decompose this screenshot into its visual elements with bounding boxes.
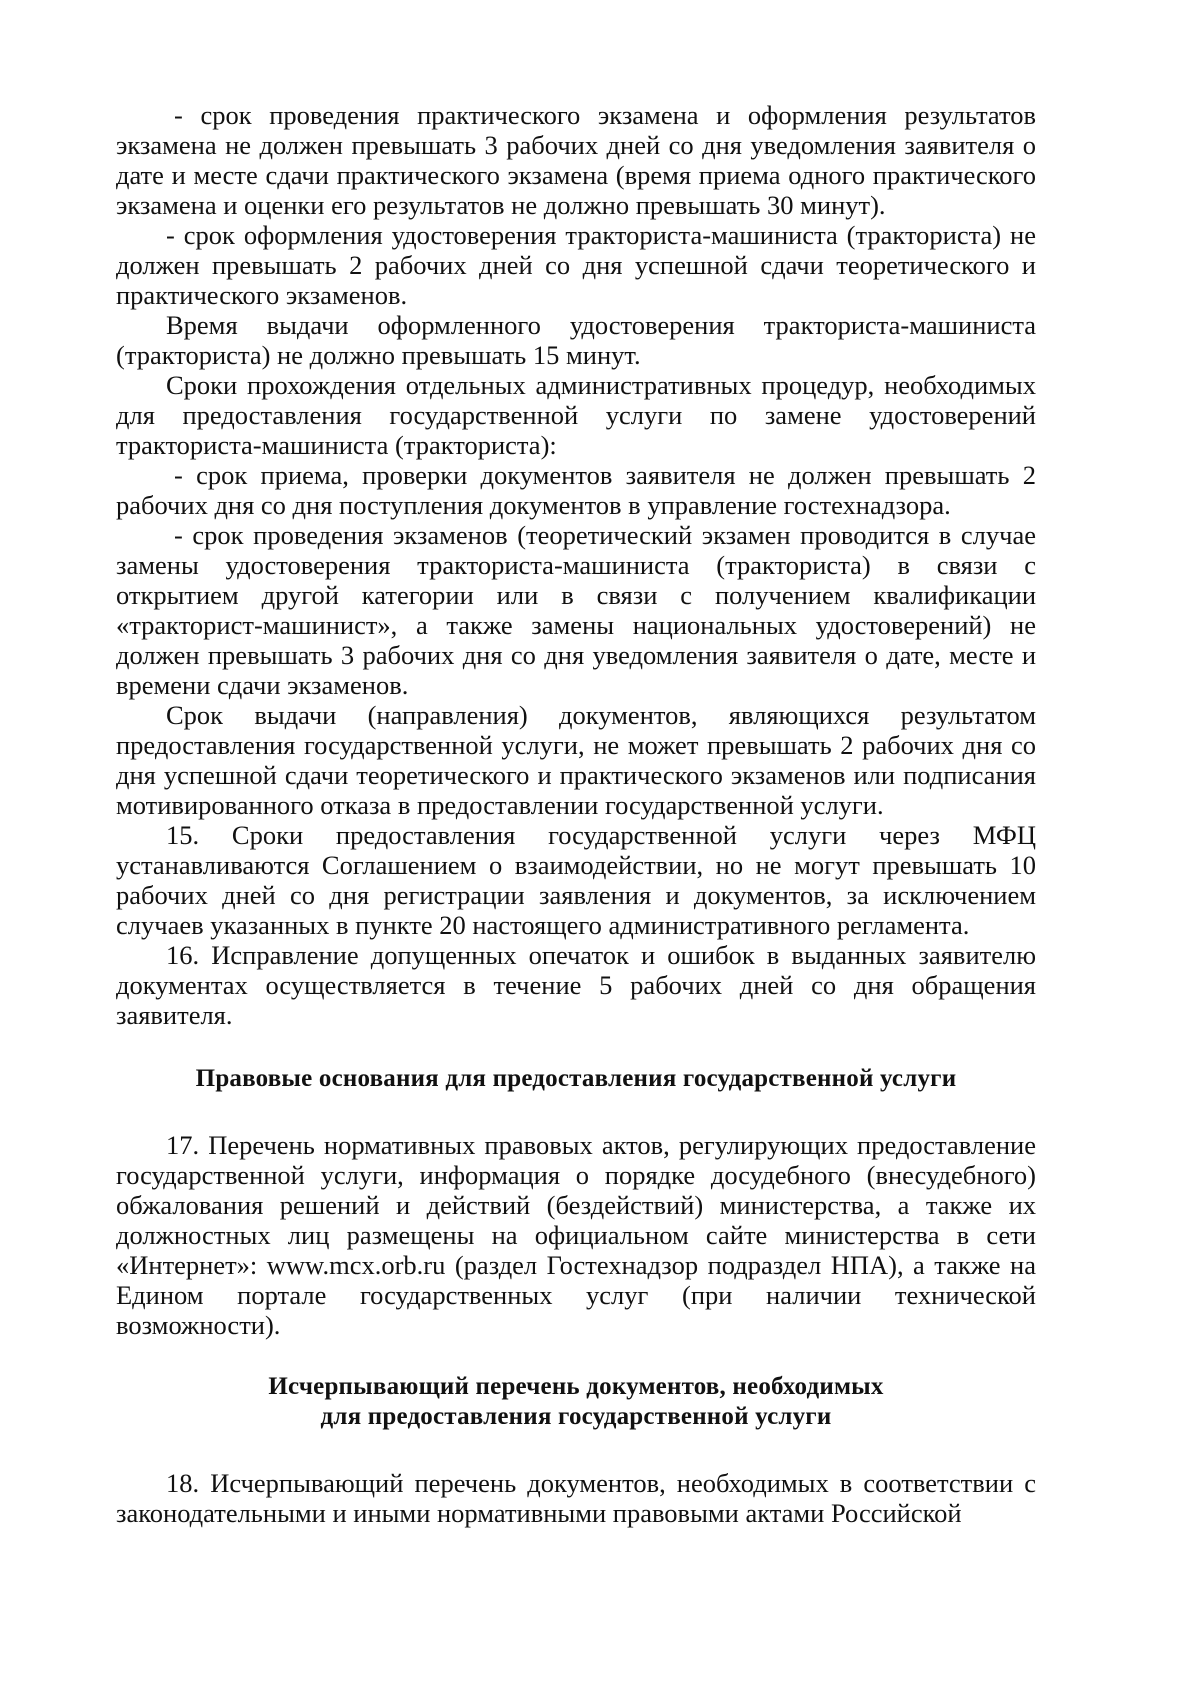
section-heading-documents-list xyxy=(116,1372,1036,1432)
paragraph-certificate-term: - срок оформления удостоверения тракториста-машиниста (тракториста) не должен превышать 2 рабочих дней со дня успешной сдачи теоретического и практического экзаменов. xyxy=(116,220,1036,310)
paragraph-exams-term: - срок проведения экзаменов (теоретический экзамен проводится в случае замены удостоверения тракториста-машиниста (тракториста) в связи с открытием другой категории или в связи с получением квалификации «тракторист-машинист», а также замены национальных удостоверений) не должен превышать 3 рабочих дня со дня уведомления заявителя о дате, месте и времени сдачи экзаменов. xyxy=(116,520,1036,700)
section-heading-documents-list-line-1: Исчерпывающий перечень документов, необходимых xyxy=(268,1373,884,1400)
paragraph-document-check-term: - срок приема, проверки документов заявителя не должен превышать 2 рабочих дня со дня поступления документов в управление гостехнадзора. xyxy=(116,460,1036,520)
paragraph-issue-time: Время выдачи оформленного удостоверения тракториста-машиниста (тракториста) не должно превышать 15 минут. xyxy=(116,310,1036,370)
paragraph-16-corrections: 16. Исправление допущенных опечаток и ошибок в выданных заявителю документах осуществляется в течение 5 рабочих дней со дня обращения заявителя. xyxy=(116,940,1036,1030)
paragraph-17-legal-acts: 17. Перечень нормативных правовых актов, регулирующих предоставление государственной услуги, информация о порядке досудебного (внесудебного) обжалования решений и действий (бездействий) министерства, а также их должностных лиц размещены на официальном сайте министерства в сети «Интернет»: www.mcx.orb.ru (раздел Гостехнадзор подраздел НПА), а также на Едином портале государственных услуг (при наличии технической возможности). xyxy=(116,1130,1036,1340)
paragraph-15-mfc-terms: 15. Сроки предоставления государственной услуги через МФЦ устанавливаются Соглашением о взаимодействии, но не могут превышать 10 рабочих дней со дня регистрации заявления и документов, за исключением случаев указанных в пункте 20 настоящего административного регламента. xyxy=(116,820,1036,940)
paragraph-result-issue-term: Срок выдачи (направления) документов, являющихся результатом предоставления государственной услуги, не может превышать 2 рабочих дня со дня успешной сдачи теоретического и практического экзаменов или подписания мотивированного отказа в предоставлении государственной услуги. xyxy=(116,700,1036,820)
document-page xyxy=(116,100,1036,1528)
section-heading-legal-basis: Правовые основания для предоставления государственной услуги xyxy=(195,1065,957,1092)
paragraph-replacement-terms: Сроки прохождения отдельных административных процедур, необходимых для предоставления государственной услуги по замене удостоверений тракториста-машиниста (тракториста): xyxy=(116,370,1036,460)
paragraph-18-documents-list: 18. Исчерпывающий перечень документов, необходимых в соответствии с законодательными и иными нормативными правовыми актами Российской xyxy=(116,1468,1036,1528)
paragraph-practical-exam-term: - срок проведения практического экзамена и оформления результатов экзамена не должен превышать 3 рабочих дней со дня уведомления заявителя о дате и месте сдачи практического экзамена (время приема одного практического экзамена и оценки его результатов не должно превышать 30 минут). xyxy=(116,100,1036,220)
section-heading-documents-list-line-2: для предоставления государственной услуги xyxy=(320,1403,832,1430)
